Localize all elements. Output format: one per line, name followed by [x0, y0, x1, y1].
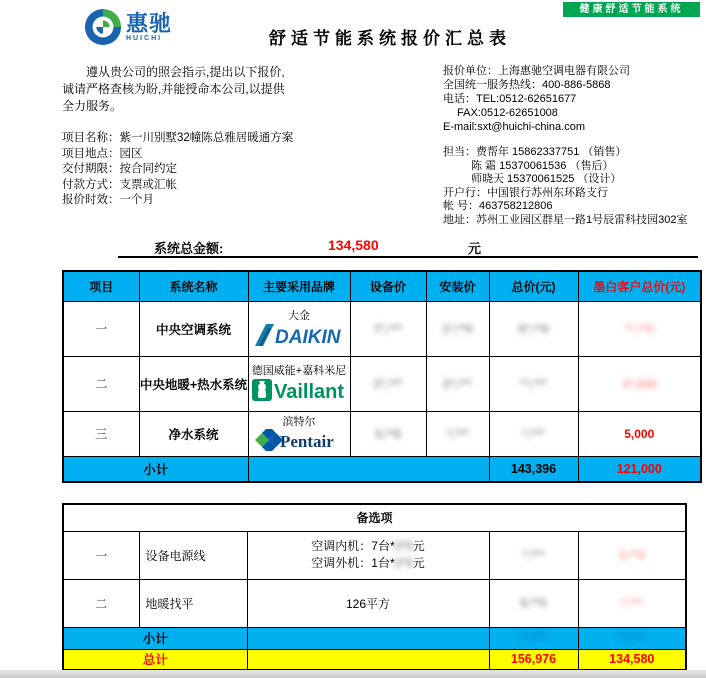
subtotal-client: 121,000: [578, 456, 701, 482]
delivery-term: 交付期限：按合同约定: [62, 163, 177, 175]
huichi-swirl-icon: [84, 8, 122, 46]
opt1-desc1-post: 元: [412, 539, 425, 553]
row3-total-price-redacted: *,***: [522, 426, 545, 441]
contact-aftersales: 陈 霜 15370061536 （售后）: [471, 159, 614, 172]
grand-total-row: [63, 649, 686, 670]
opt1-total-redacted: *,***: [522, 548, 545, 562]
payment-method: 付款方式：支票或汇帐: [62, 178, 177, 191]
row1-brand-cell: [248, 301, 350, 356]
svg-text:DAIKIN: DAIKIN: [275, 327, 341, 347]
company-logo: [84, 6, 204, 48]
opt1-desc2-pre: 空调外机：1台*: [311, 556, 395, 570]
contact-info: [443, 146, 706, 227]
intro-paragraph: 遵从贵公司的照会指示,提出以下报价,诚请严格查核为盼,并能授命本公司,以提供全力服务。: [62, 65, 285, 113]
table-header-row: [63, 271, 701, 301]
quoting-company: 报价单位：上海惠驰空调电器有限公司: [443, 65, 630, 77]
row1-no: 一: [63, 301, 139, 356]
row1-total-price-redacted: 9*,**0: [518, 321, 549, 336]
row3-equip-price-redacted: 5,**6: [374, 426, 402, 441]
page-title: 舒适节能系统报价汇总表: [269, 29, 511, 48]
system-total-unit: 元: [468, 241, 482, 256]
company-address: 地址：苏州工业园区群星一路1号辰雷科技园302室: [443, 213, 688, 226]
row2-total-price-redacted: **,***: [520, 376, 547, 391]
opt2-name: 地暖找平: [139, 579, 247, 627]
opt1-desc: [247, 531, 489, 579]
pentair-logo-icon: [254, 429, 344, 451]
project-info: [62, 131, 362, 209]
row1-system: 中央空调系统: [139, 301, 248, 356]
option-row: [63, 579, 686, 627]
telephone: 电话：TEL:0512-62651677: [443, 93, 577, 105]
header-install-price: 安装价: [426, 271, 489, 301]
options-title-row: [63, 504, 686, 531]
system-total-label: 系统总金额:: [154, 241, 224, 256]
opt2-desc: 126平方: [247, 579, 489, 627]
opt1-desc2-post: 元: [412, 556, 425, 570]
logo-chinese-name: 惠驰: [126, 10, 173, 36]
opt2-no: 二: [63, 579, 139, 627]
header-total-price: 总价(元): [489, 271, 578, 301]
grand-total-empty: [247, 649, 489, 670]
options-table: [62, 503, 687, 671]
opt2-client-redacted: *,***: [620, 596, 643, 610]
opt1-desc1-redacted: 2*0: [394, 539, 413, 553]
system-total-line: [118, 236, 698, 258]
account-number: 帐 号：463758212806: [443, 200, 553, 212]
email-address: E-mail:sxt@huichi-china.com: [443, 121, 585, 133]
row2-no: 二: [63, 356, 139, 411]
header-equipment-price: 设备价: [350, 271, 426, 301]
header-item: 项目: [63, 271, 139, 301]
contact-design: 师晓天 15370061525 （设计）: [471, 173, 622, 185]
options-title: 备选项: [63, 504, 686, 531]
row2-install-price-redacted: 2*,***: [443, 376, 472, 391]
options-subtotal-client-redacted: **,***: [617, 631, 646, 645]
svg-text:Pentair: Pentair: [280, 432, 334, 451]
options-subtotal-empty: [247, 627, 489, 649]
svg-text:Vaillant: Vaillant: [274, 381, 345, 402]
row2-client-price-redacted: 4*,000: [621, 376, 657, 391]
option-row: [63, 531, 686, 579]
row3-install-price-redacted: *,***: [446, 426, 469, 441]
company-info: [443, 64, 703, 134]
header-client-total-price: 墨白客户总价(元): [578, 271, 701, 301]
opt1-client-redacted: 3,**0: [618, 548, 645, 562]
row1-client-price-redacted: **,**0: [624, 321, 654, 336]
row3-client-price: 5,000: [578, 411, 701, 456]
row2-equip-price-redacted: 2*,***: [373, 376, 403, 391]
health-comfort-badge: 健康舒适节能系统: [563, 2, 700, 17]
vaillant-caption: 德国威能+嘉科米尼: [251, 365, 347, 377]
contact-sales: 担当：费帮年 15862337751 （销售）: [443, 146, 627, 158]
row3-no: 三: [63, 411, 139, 456]
subtotal-empty: [248, 456, 489, 482]
row2-system: 中央地暖+热水系统: [139, 356, 248, 411]
project-location: 项目地点：园区: [62, 147, 143, 160]
quote-validity: 报价时效：一个月: [62, 194, 154, 206]
header-brand: 主要采用品牌: [248, 271, 350, 301]
opt1-name: 设备电源线: [139, 531, 247, 579]
system-total-amount: 134,580: [328, 237, 379, 253]
opt1-desc2-redacted: 2*0: [394, 556, 413, 570]
opt1-no: 一: [63, 531, 139, 579]
service-hotline: 全国统一服务热线：400-886-5868: [443, 79, 611, 91]
options-subtotal-row: [63, 627, 686, 649]
subtotal-row: [63, 456, 701, 482]
logo-english-name: HUICHI: [126, 34, 163, 42]
opt1-desc1-pre: 空调内机：7台*: [311, 539, 395, 553]
grand-total-client-amount: 134,580: [578, 649, 686, 670]
daikin-logo-icon: [253, 323, 345, 347]
pentair-caption: 滨特尔: [282, 416, 316, 428]
grand-total-amount: 156,976: [489, 649, 578, 670]
options-subtotal-total-redacted: **,***: [519, 631, 548, 645]
table-row: [63, 356, 701, 411]
row2-brand-cell: [248, 356, 350, 411]
quotation-table: [62, 270, 702, 483]
row1-equip-price-redacted: 7*,***: [373, 321, 403, 336]
project-name: 项目名称：紫一川别墅32幢陈总雅居暖通方案: [62, 132, 294, 144]
fax-number: FAX:0512-62651008: [457, 107, 558, 119]
row1-install-price-redacted: 1*,**0: [442, 321, 473, 336]
daikin-caption: 大金: [288, 310, 310, 322]
vaillant-logo-icon: [251, 378, 347, 402]
subtotal-total: 143,396: [489, 456, 578, 482]
bank-branch: 开户行：中国银行苏州东环路支行: [443, 186, 608, 199]
row3-system: 净水系统: [139, 411, 248, 456]
options-subtotal-label: 小计: [63, 627, 247, 649]
window-bottom-strip: [0, 670, 706, 678]
table-row: [63, 301, 701, 356]
opt2-total-redacted: 9,**0: [520, 596, 547, 610]
header-system-name: 系统名称: [139, 271, 248, 301]
subtotal-label: 小计: [63, 456, 248, 482]
table-row: [63, 411, 701, 456]
grand-total-label: 总计: [63, 649, 247, 670]
row3-brand-cell: [248, 411, 350, 456]
